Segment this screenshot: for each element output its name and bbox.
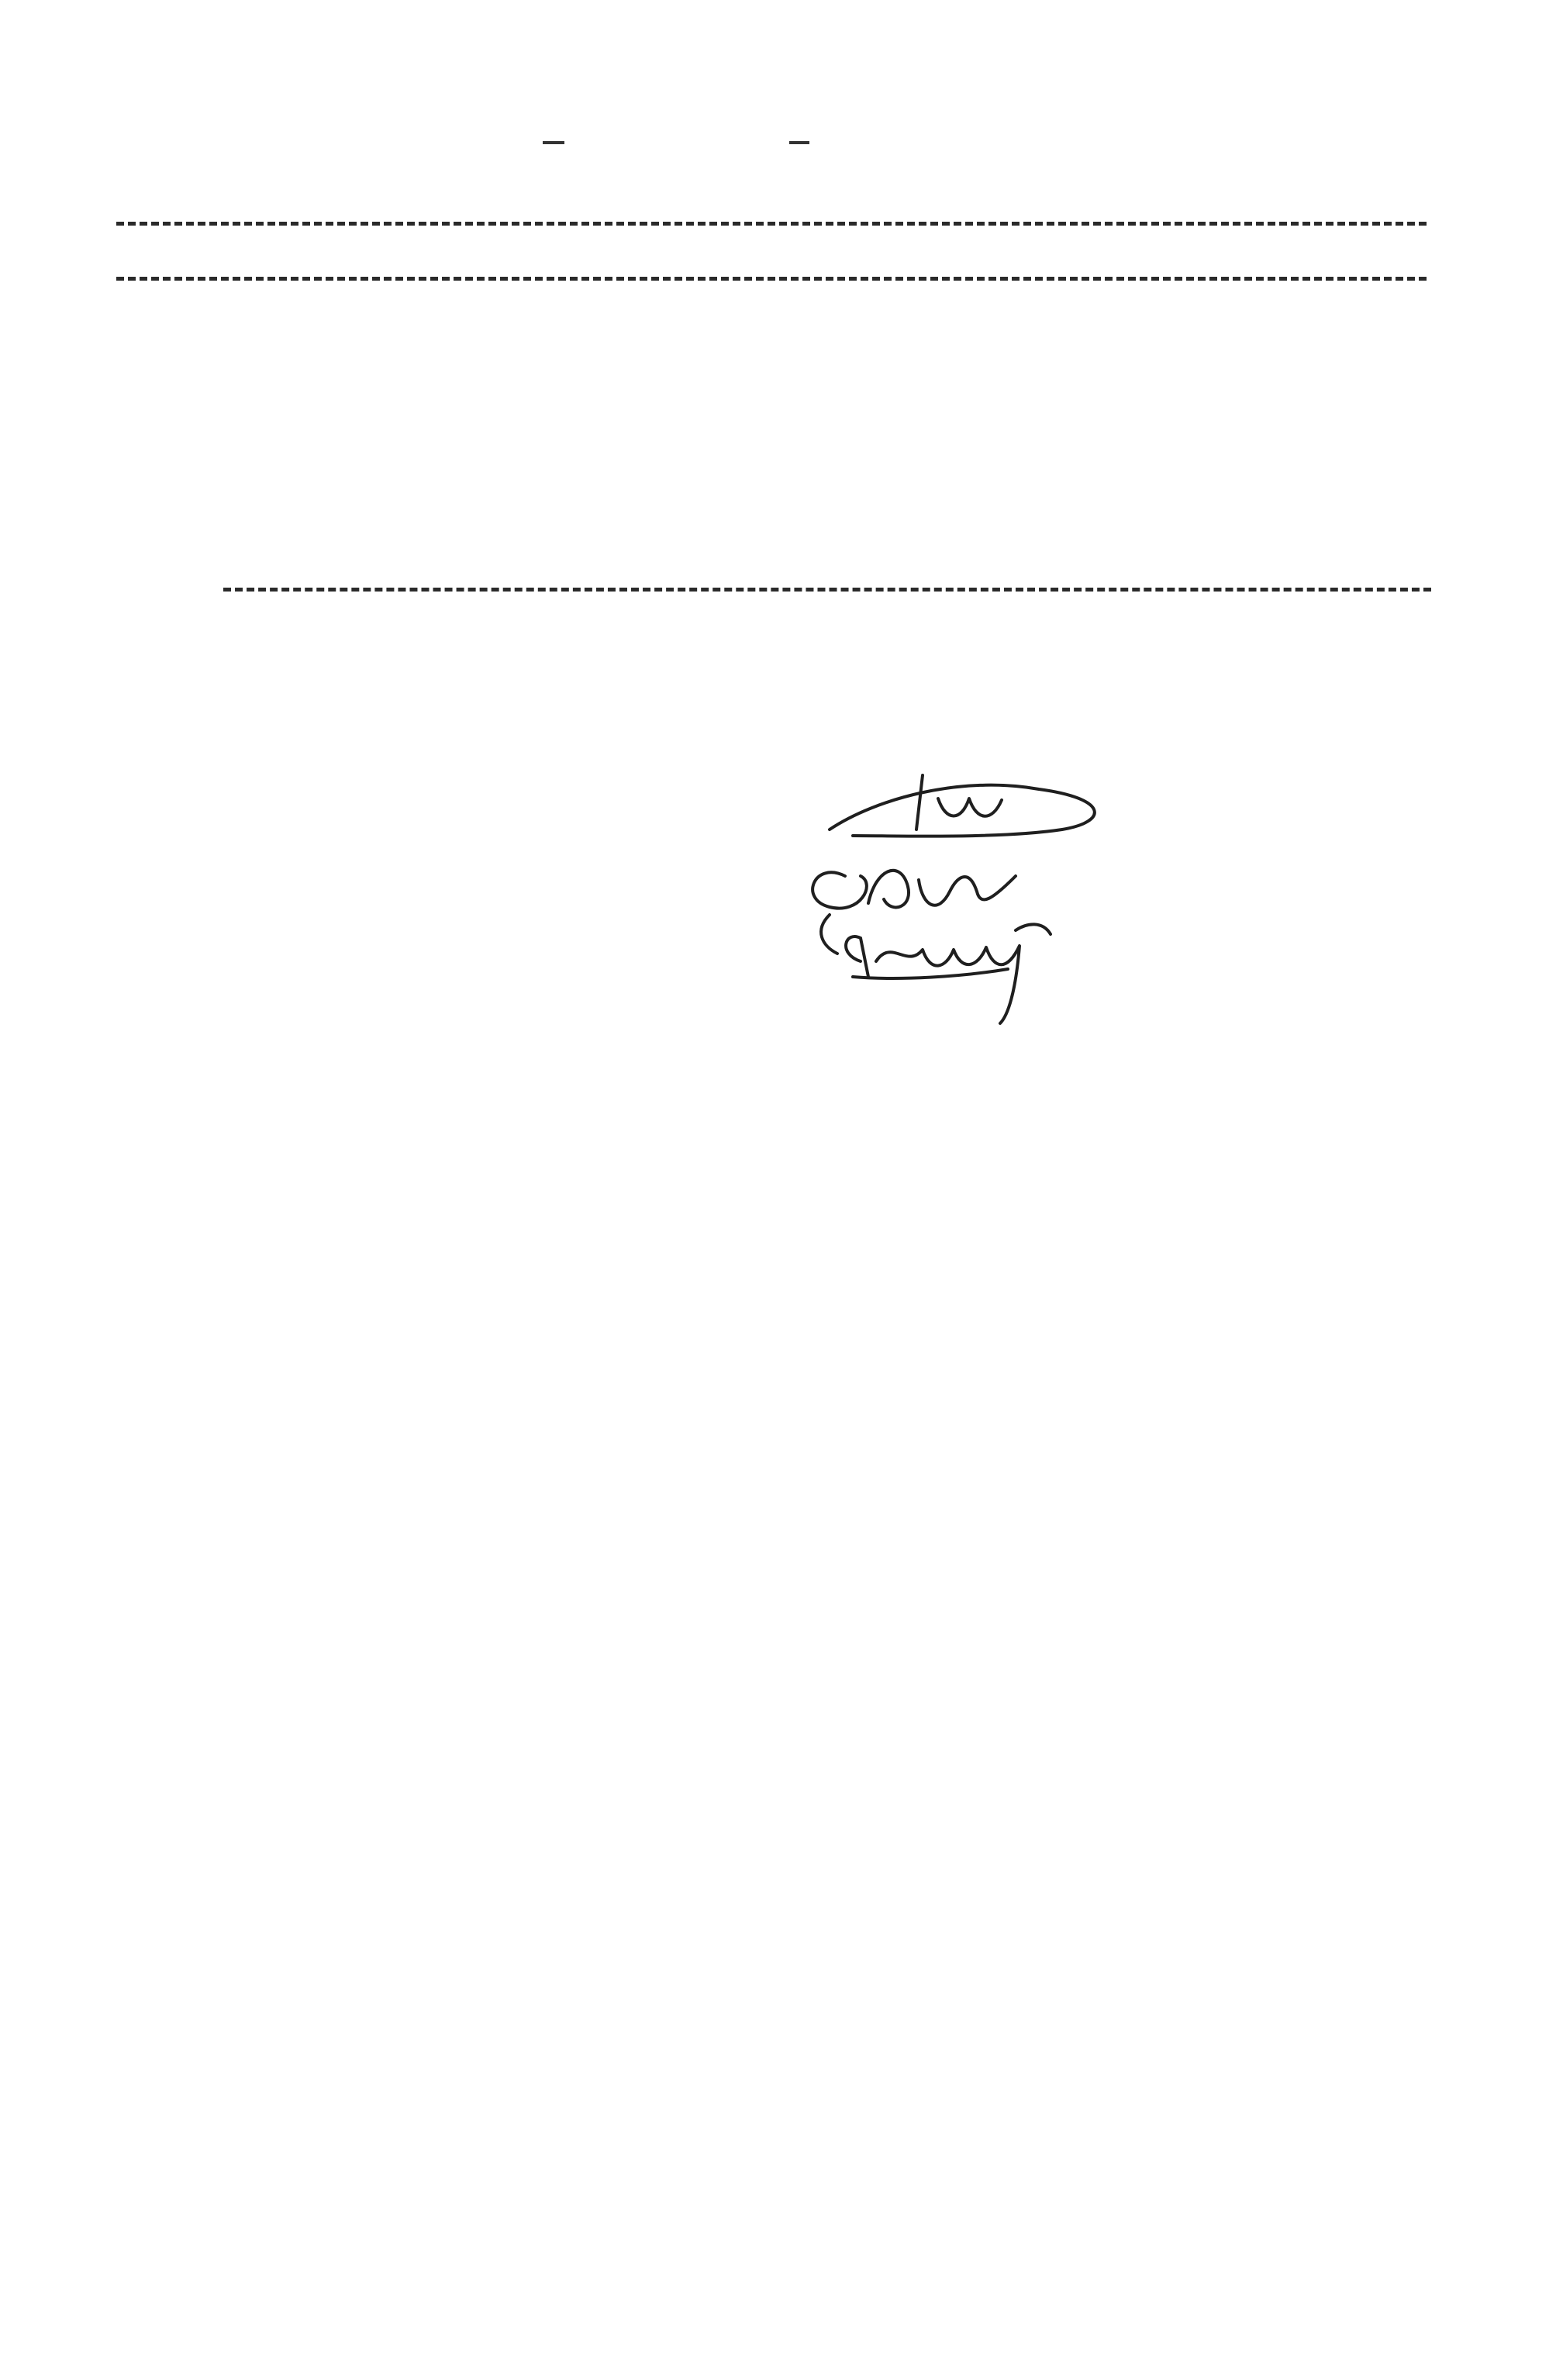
handwritten-signatures — [783, 744, 1140, 1031]
signature-stroke-3 — [846, 924, 1051, 1023]
table-top-rule — [116, 222, 1427, 226]
column-number-rule — [116, 277, 1427, 281]
signature-stroke-2 — [813, 871, 1016, 909]
header-dash-right — [789, 141, 809, 144]
summary-rule — [223, 588, 1431, 592]
header-dash-left — [543, 141, 564, 144]
